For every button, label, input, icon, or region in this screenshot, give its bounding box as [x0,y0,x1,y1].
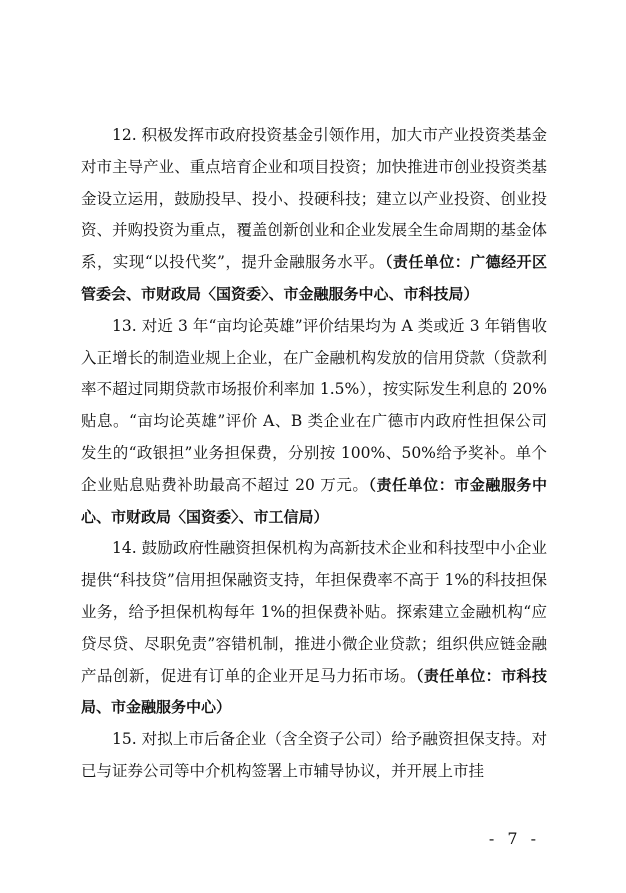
paragraph-12-responsibility: （责任单位：广德经开区管委会、市财政局〈国资委〉、市金融服务中心、市科技局） [81,253,547,303]
paragraph-15-text: 15. 对拟上市后备企业（含全资子公司）给予融资担保支持。对已与证券公司等中介机构签署上市辅导协议，并开展上市挂 [81,730,547,780]
paragraph-13-text: 13. 对近 3 年“亩均论英雄”评价结果均为 A 类或近 3 年销售收入正增长的制造业规上企业，在广金融机构发放的信用贷款（贷款利率不超过同期贷款市场报价利率加 1.5%），按实际发生利息的 20%贴息。“亩均论英雄”评价 A、B 类企业在广德市内政府性担保公司发生的“政银担”业务担保费，分别按 100%、50%给予奖补。单个企业贴息贴费补助最高不超过 20 万元。 [81,316,547,494]
paragraph-12 [81,120,547,311]
paragraph-12-text: 12. 积极发挥市政府投资基金引领作用，加大市产业投资类基金对市主导产业、重点培育企业和项目投资；加快推进市创业投资类基金设立运用，鼓励投早、投小、投硬科技；建立以产业投资、创业投资、并购投资为重点，覆盖创新创业和企业发展全生命周期的基金体系，实现“以投代奖”，提升金融服务水平。 [81,126,547,272]
paragraph-15 [81,724,547,788]
paragraph-13-responsibility: （责任单位：市金融服务中心、市财政局〈国资委〉、市工信局） [81,475,547,526]
paragraph-14-responsibility: （责任单位：市科技局、市金融服务中心） [81,666,547,717]
paragraph-14 [81,533,547,724]
paragraph-13 [81,311,547,534]
page-number: - 7 - [488,829,540,848]
document-body [81,120,547,788]
paragraph-14-text: 14. 鼓励政府性融资担保机构为高新技术企业和科技型中小企业提供“科技贷”信用担保融资支持，年担保费率不高于 1%的科技担保业务，给予担保机构每年 1%的担保费补贴。探索建立金融机构“应贷尽贷、尽职免责”容错机制，推进小微企业贷款；组织供应链金融产品创新，促进有订单的企业开足马力拓市场。 [81,539,547,685]
